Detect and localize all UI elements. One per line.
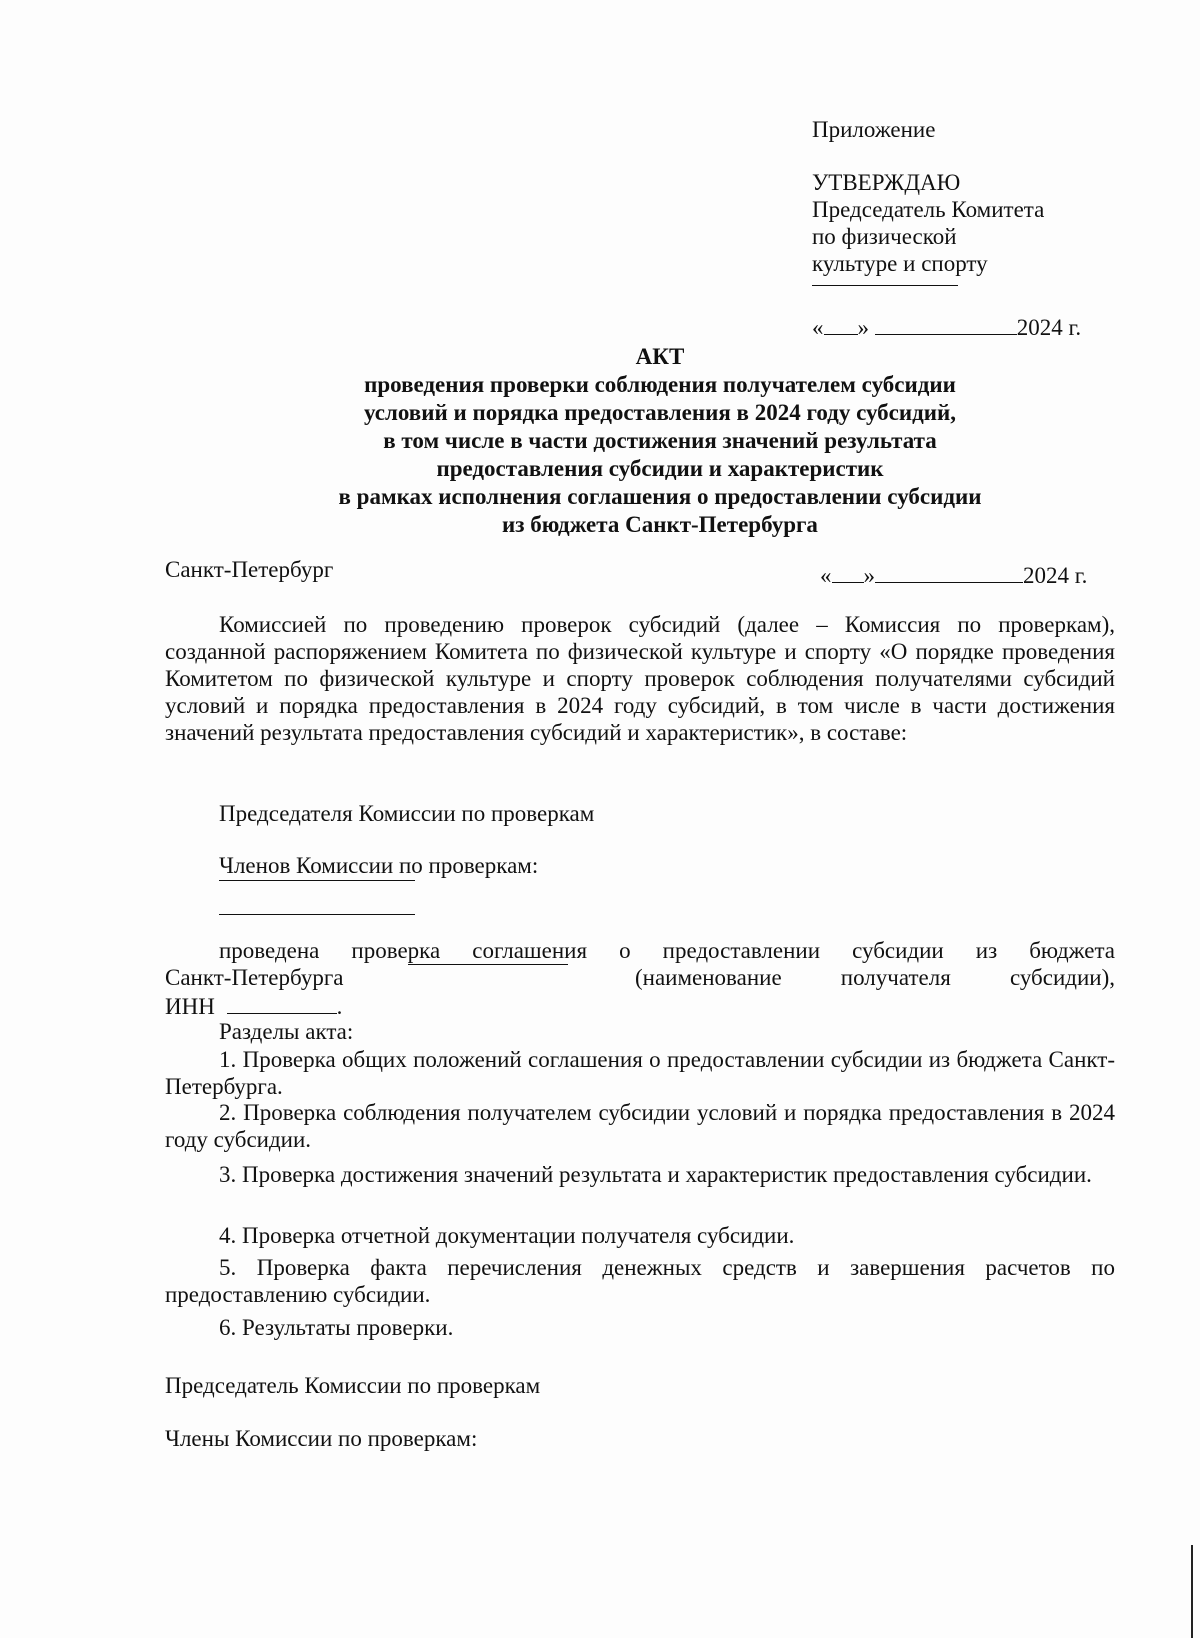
approver-line-2: по физической [812,224,957,249]
approver-signature-line [812,285,958,286]
document-title [160,343,1160,539]
sections-label: Разделы акта: [219,1019,354,1044]
footer-chairman-label: Председатель Комиссии по проверкам [165,1373,541,1398]
title-line-4: в том числе в части достижения значений результата [383,428,937,453]
section-2: 2. Проверка соблюдения получателем субсидии условий и порядка предоставления в 2024 году субсидии. [165,1100,1115,1152]
member-line-1 [219,880,415,881]
section-5: 5. Проверка факта перечисления денежных средств и завершения расчетов по предоставлению субсидии. [165,1255,1115,1307]
section-3: 3. Проверка достижения значений результата и характеристик предоставления субсидии. [219,1162,1092,1187]
members-label: Членов Комиссии по проверкам: [219,853,539,878]
title-line-5: предоставления субсидии и характеристик [436,456,884,481]
section-1: 1. Проверка общих положений соглашения о предоставлении субсидии из бюджета Санкт-Петербурга. [165,1047,1115,1099]
appendix-label: Приложение [812,117,936,142]
act-date: « » 2024 г. [820,560,1087,589]
title-line-6: в рамках исполнения соглашения о предоставлении субсидии [338,484,982,509]
title-line-7: из бюджета Санкт-Петербурга [502,512,818,537]
approver-line-1: Председатель Комитета [812,197,1045,222]
approve-label: УТВЕРЖДАЮ [812,170,961,195]
scan-edge-mark [1191,1545,1193,1638]
approval-date: « » 2024 г. [812,312,1081,341]
check-statement-2b: (наименование получателя субсидии), [635,965,1115,990]
title-line-3: условий и порядка предоставления в 2024 году субсидий, [363,400,957,425]
city-label: Санкт-Петербург [165,557,334,582]
chairman-label: Председателя Комиссии по проверкам [219,801,595,826]
check-statement-1: проведена проверка соглашения о предоставлении субсидии из бюджета [219,938,1115,963]
inn-row: ИНН . [165,991,342,1020]
title-line-2: проведения проверки соблюдения получателем субсидии [364,372,956,397]
member-line-2 [219,914,415,915]
title-line-1: АКТ [635,344,685,369]
section-6: 6. Результаты проверки. [219,1315,454,1340]
recipient-name-line [408,964,568,965]
section-4: 4. Проверка отчетной документации получателя субсидии. [219,1223,795,1248]
intro-paragraph: Комиссией по проведению проверок субсидий (далее – Комиссия по проверкам), созданной распоряжением Комитета по физической культуре и спорту «О порядке проведения Комитетом по физической культуре и спорту проверок соблюдения получателями субсидий условий и порядка предоставления в 2024 году субсидий, в том числе в части достижения значений результата предоставления субсидий и характеристик», в составе: [165,612,1115,745]
approval-block [812,116,1044,277]
check-statement-2a: Санкт-Петербурга [165,965,344,990]
footer-members-label: Члены Комиссии по проверкам: [165,1426,478,1451]
approver-line-3: культуре и спорту [812,251,988,276]
